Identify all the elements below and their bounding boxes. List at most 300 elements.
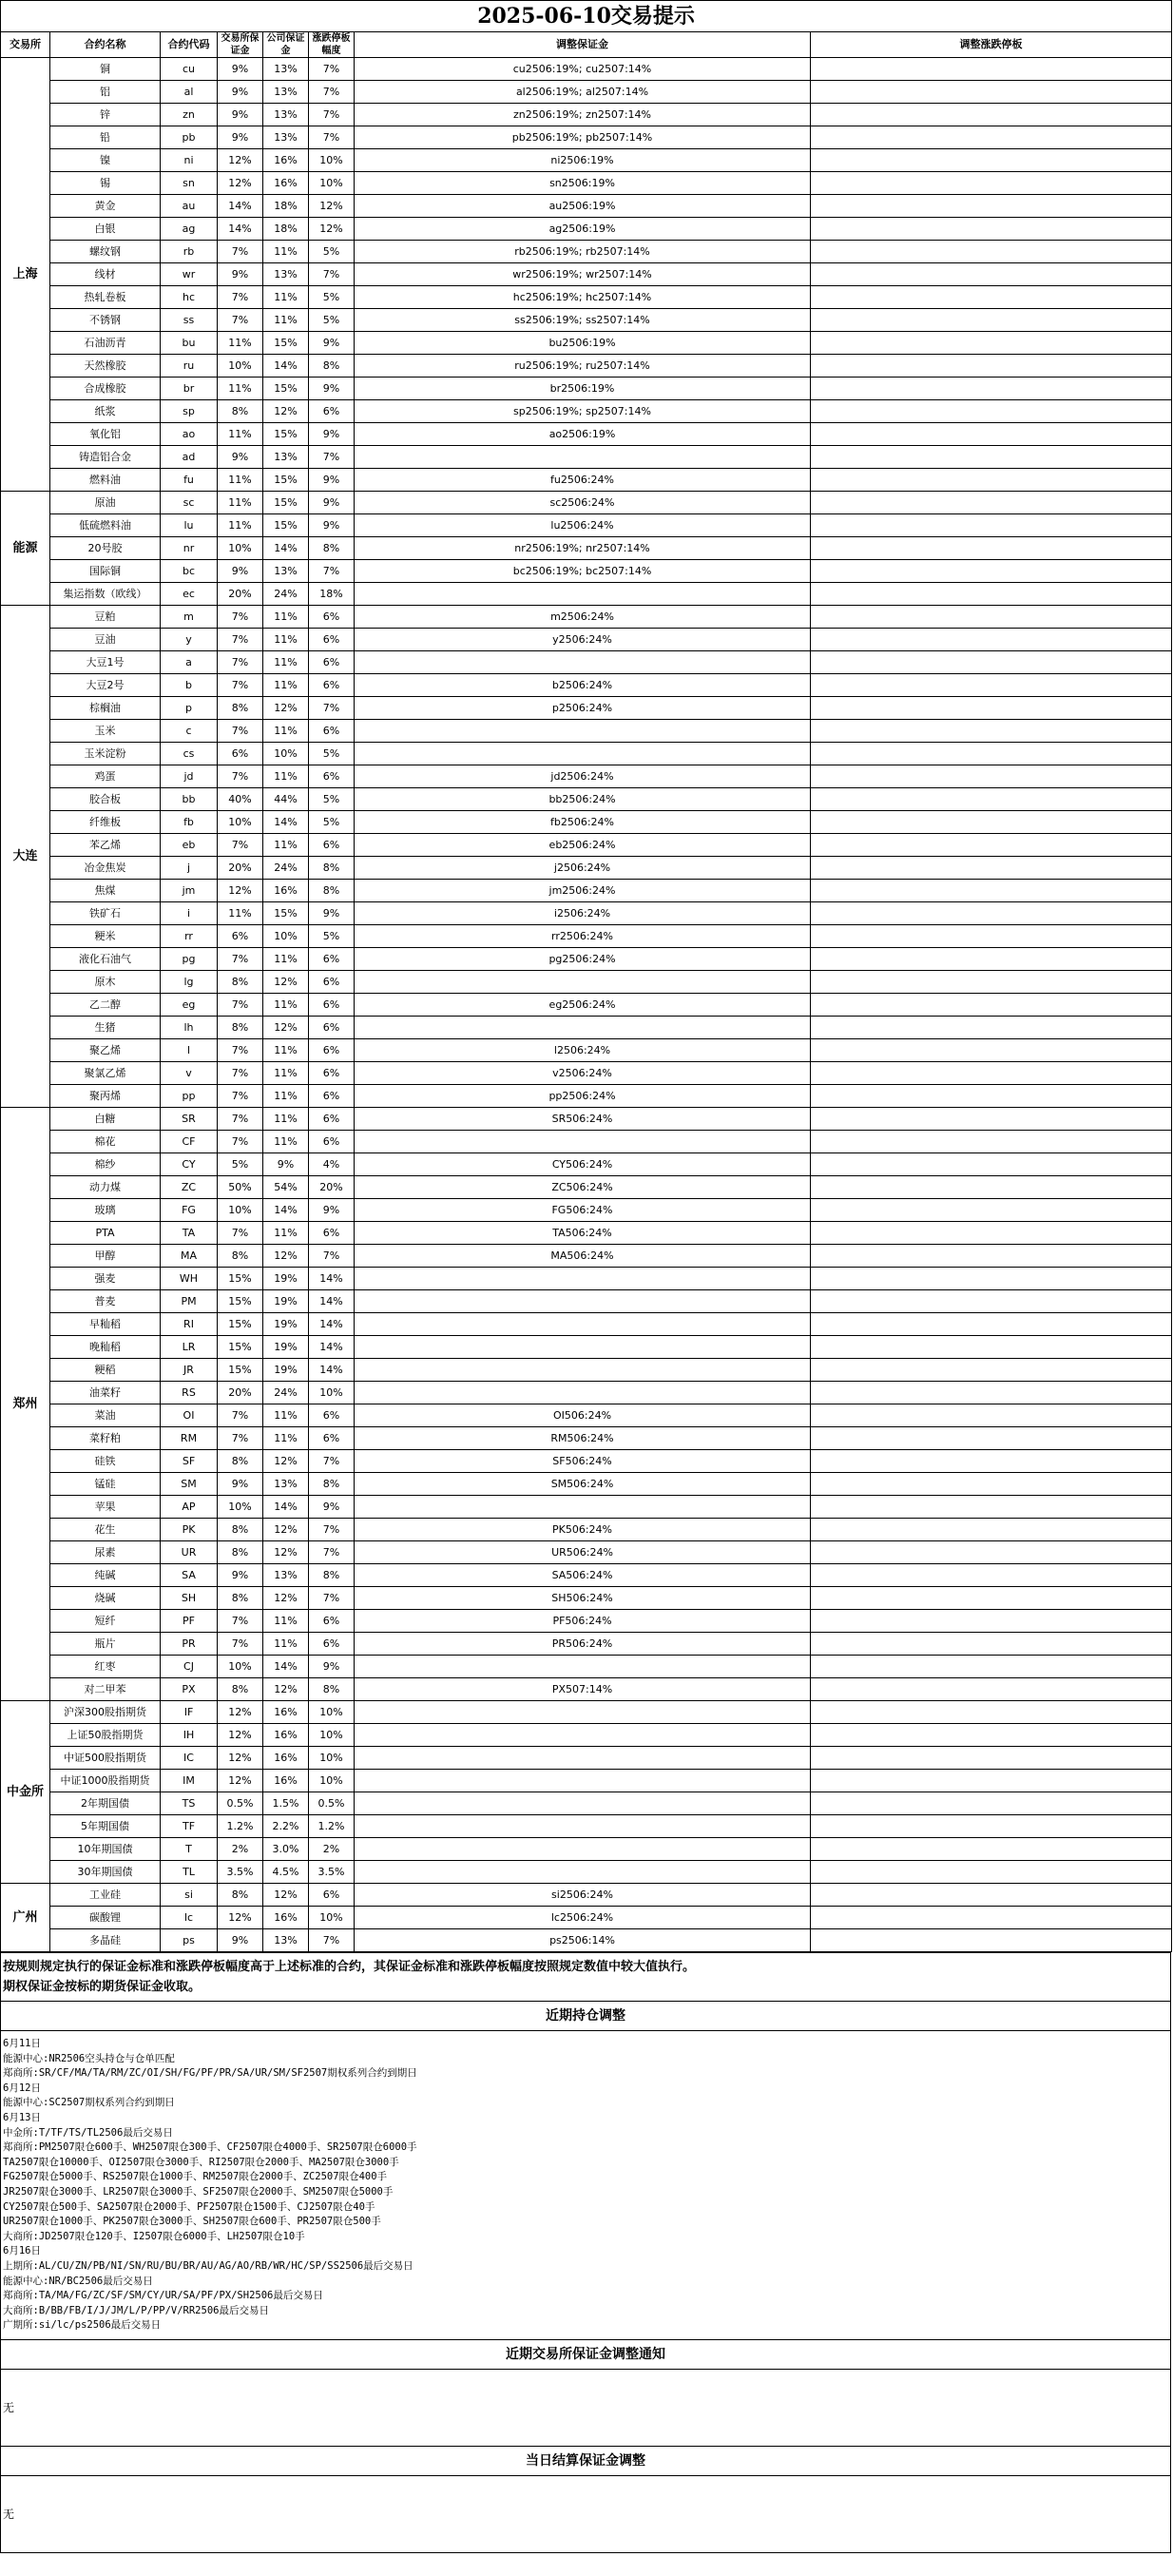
company-margin: 13%: [263, 81, 309, 104]
contract-code: SA: [161, 1564, 218, 1587]
table-row: [1, 1176, 1172, 1199]
adjusted-limit: [811, 1108, 1172, 1131]
adjusted-limit: [811, 195, 1172, 218]
adjusted-limit: [811, 1359, 1172, 1382]
contract-code: WH: [161, 1268, 218, 1290]
exchange-name: 能源: [1, 492, 50, 606]
contract-name: 液化石油气: [50, 948, 161, 971]
limit-range: 9%: [309, 514, 355, 537]
company-margin: 10%: [263, 743, 309, 765]
limit-range: 6%: [309, 1017, 355, 1039]
exchange-margin: 11%: [218, 469, 263, 492]
contract-name: 棉纱: [50, 1153, 161, 1176]
exchange-margin: 10%: [218, 1199, 263, 1222]
adjusted-limit: [811, 765, 1172, 788]
table-row: [1, 514, 1172, 537]
table-row: [1, 400, 1172, 423]
limit-range: 6%: [309, 1085, 355, 1108]
contract-name: 聚乙烯: [50, 1039, 161, 1062]
adjusted-margin: rb2506:19%; rb2507:14%: [355, 241, 811, 263]
adjusted-margin: y2506:24%: [355, 629, 811, 651]
adjusted-limit: [811, 948, 1172, 971]
adjusted-limit: [811, 355, 1172, 378]
exchange-margin: 11%: [218, 492, 263, 514]
limit-range: 12%: [309, 195, 355, 218]
adjusted-margin: [355, 1017, 811, 1039]
adjusted-margin: PK506:24%: [355, 1519, 811, 1541]
exchange-margin: 8%: [218, 400, 263, 423]
table-row: [1, 446, 1172, 469]
contract-name: 原油: [50, 492, 161, 514]
exchange-margin: 15%: [218, 1336, 263, 1359]
contract-name: 大豆2号: [50, 674, 161, 697]
exchange-margin: 10%: [218, 811, 263, 834]
exchange-margin: 9%: [218, 1929, 263, 1952]
table-row: [1, 629, 1172, 651]
exchange-margin: 9%: [218, 446, 263, 469]
table-row: [1, 1678, 1172, 1701]
limit-range: 6%: [309, 606, 355, 629]
company-margin: 15%: [263, 492, 309, 514]
exchange-margin: 12%: [218, 1747, 263, 1770]
exchange-margin: 14%: [218, 218, 263, 241]
position-line: 郑商所:PM2507限仓600手、WH2507限仓300手、CF2507限仓4000手、SR2507限仓6000手: [3, 2141, 417, 2154]
company-margin: 11%: [263, 629, 309, 651]
adjusted-limit: [811, 149, 1172, 172]
contract-code: l: [161, 1039, 218, 1062]
exchange-margin: 7%: [218, 1404, 263, 1427]
notice-line: 期权保证金按标的期货保证金收取。: [3, 1980, 202, 1994]
table-row: [1, 1519, 1172, 1541]
adjusted-limit: [811, 1427, 1172, 1450]
limit-range: 14%: [309, 1359, 355, 1382]
adjusted-margin: jm2506:24%: [355, 880, 811, 902]
adjusted-limit: [811, 1701, 1172, 1724]
adjusted-limit: [811, 81, 1172, 104]
company-margin: 19%: [263, 1290, 309, 1313]
limit-range: 6%: [309, 1884, 355, 1907]
contract-name: 国际铜: [50, 560, 161, 583]
limit-range: 7%: [309, 1245, 355, 1268]
limit-range: 14%: [309, 1336, 355, 1359]
limit-range: 7%: [309, 1519, 355, 1541]
exchange-margin: 7%: [218, 629, 263, 651]
contract-code: jm: [161, 880, 218, 902]
exchange-margin: 7%: [218, 1131, 263, 1153]
position-line: 能源中心:NR/BC2506最后交易日: [3, 2275, 153, 2287]
table-row: [1, 1427, 1172, 1450]
limit-range: 7%: [309, 1929, 355, 1952]
exchange-margin: 7%: [218, 674, 263, 697]
contract-code: ad: [161, 446, 218, 469]
company-margin: 19%: [263, 1359, 309, 1382]
contract-name: 锰硅: [50, 1473, 161, 1496]
adjusted-margin: SA506:24%: [355, 1564, 811, 1587]
limit-range: 7%: [309, 697, 355, 720]
table-row: [1, 1085, 1172, 1108]
contract-name: 聚氯乙烯: [50, 1062, 161, 1085]
exchange-margin: 8%: [218, 1541, 263, 1564]
table-row: [1, 925, 1172, 948]
exchange-margin: 10%: [218, 537, 263, 560]
table-row: [1, 1017, 1172, 1039]
adjusted-limit: [811, 1519, 1172, 1541]
contract-name: 纯碱: [50, 1564, 161, 1587]
adjusted-margin: [355, 743, 811, 765]
table-row: [1, 1039, 1172, 1062]
adjusted-margin: bc2506:19%; bc2507:14%: [355, 560, 811, 583]
contract-name: 棕榈油: [50, 697, 161, 720]
table-row: [1, 811, 1172, 834]
limit-range: 7%: [309, 104, 355, 126]
contract-name: 甲醇: [50, 1245, 161, 1268]
limit-range: 8%: [309, 857, 355, 880]
company-margin: 24%: [263, 583, 309, 606]
contract-name: 动力煤: [50, 1176, 161, 1199]
company-margin: 11%: [263, 1039, 309, 1062]
adjusted-limit: [811, 1815, 1172, 1838]
exchange-margin: 9%: [218, 126, 263, 149]
position-line: TA2507限仓10000手、OI2507限仓3000手、RI2507限仓2000手、MA2507限仓3000手: [3, 2156, 399, 2168]
settlement-adjust-content: 无: [1, 2475, 1171, 2552]
contract-code: ZC: [161, 1176, 218, 1199]
company-margin: 11%: [263, 1633, 309, 1656]
company-margin: 24%: [263, 857, 309, 880]
exchange-margin: 9%: [218, 560, 263, 583]
adjusted-margin: b2506:24%: [355, 674, 811, 697]
limit-range: 14%: [309, 1313, 355, 1336]
header-adjusted-margin: 调整保证金: [355, 32, 811, 58]
limit-range: 6%: [309, 765, 355, 788]
contract-code: ps: [161, 1929, 218, 1952]
adjusted-limit: [811, 1838, 1172, 1861]
contract-name: 30年期国债: [50, 1861, 161, 1884]
company-margin: 18%: [263, 218, 309, 241]
contract-code: UR: [161, 1541, 218, 1564]
page-title: 2025-06-10交易提示: [1, 1, 1172, 32]
exchange-margin: 8%: [218, 1450, 263, 1473]
contract-code: sp: [161, 400, 218, 423]
table-row: [1, 1792, 1172, 1815]
adjusted-limit: [811, 857, 1172, 880]
adjusted-limit: [811, 1587, 1172, 1610]
table-row: [1, 1610, 1172, 1633]
exchange-margin: 9%: [218, 81, 263, 104]
adjusted-margin: TA506:24%: [355, 1222, 811, 1245]
table-row: [1, 537, 1172, 560]
table-row: [1, 720, 1172, 743]
table-header-row: [1, 32, 1172, 58]
adjusted-limit: [811, 1747, 1172, 1770]
adjusted-margin: [355, 1268, 811, 1290]
adjusted-margin: ru2506:19%; ru2507:14%: [355, 355, 811, 378]
limit-range: 5%: [309, 925, 355, 948]
contract-code: CJ: [161, 1656, 218, 1678]
limit-range: 1.2%: [309, 1815, 355, 1838]
company-margin: 11%: [263, 948, 309, 971]
contract-name: 苹果: [50, 1496, 161, 1519]
table-row: [1, 1747, 1172, 1770]
contract-name: 中证1000股指期货: [50, 1770, 161, 1792]
contract-name: 原木: [50, 971, 161, 994]
contract-code: lh: [161, 1017, 218, 1039]
company-margin: 16%: [263, 1701, 309, 1724]
contract-code: pg: [161, 948, 218, 971]
exchange-margin: 15%: [218, 1359, 263, 1382]
adjusted-margin: au2506:19%: [355, 195, 811, 218]
adjusted-limit: [811, 583, 1172, 606]
exchange-margin: 9%: [218, 1564, 263, 1587]
adjusted-margin: UR506:24%: [355, 1541, 811, 1564]
contract-name: 碳酸锂: [50, 1907, 161, 1929]
table-row: [1, 697, 1172, 720]
adjusted-limit: [811, 1884, 1172, 1907]
exchange-margin: 9%: [218, 1473, 263, 1496]
adjusted-limit: [811, 400, 1172, 423]
adjusted-margin: [355, 1792, 811, 1815]
adjusted-margin: v2506:24%: [355, 1062, 811, 1085]
contract-code: CF: [161, 1131, 218, 1153]
table-row: [1, 1541, 1172, 1564]
adjusted-limit: [811, 1062, 1172, 1085]
table-row: [1, 583, 1172, 606]
contract-code: sc: [161, 492, 218, 514]
contract-code: al: [161, 81, 218, 104]
contract-name: 豆油: [50, 629, 161, 651]
contract-name: 菜籽粕: [50, 1427, 161, 1450]
contract-code: au: [161, 195, 218, 218]
limit-range: 8%: [309, 1473, 355, 1496]
table-row: [1, 994, 1172, 1017]
contract-name: 棉花: [50, 1131, 161, 1153]
table-row: [1, 743, 1172, 765]
company-margin: 1.5%: [263, 1792, 309, 1815]
adjusted-margin: ps2506:14%: [355, 1929, 811, 1952]
company-margin: 9%: [263, 1153, 309, 1176]
exchange-margin: 7%: [218, 1427, 263, 1450]
company-margin: 13%: [263, 104, 309, 126]
contract-code: AP: [161, 1496, 218, 1519]
table-row: [1, 195, 1172, 218]
position-line: JR2507限仓3000手、LR2507限仓3000手、SF2507限仓2000手、SM2507限仓5000手: [3, 2185, 394, 2198]
adjusted-margin: [355, 971, 811, 994]
contract-code: SF: [161, 1450, 218, 1473]
limit-range: 0.5%: [309, 1792, 355, 1815]
company-margin: 19%: [263, 1268, 309, 1290]
company-margin: 11%: [263, 1404, 309, 1427]
exchange-margin: 9%: [218, 263, 263, 286]
position-line: 郑商所:TA/MA/FG/ZC/SF/SM/CY/UR/SA/PF/PX/SH2506最后交易日: [3, 2290, 323, 2302]
contract-code: IM: [161, 1770, 218, 1792]
contract-code: TS: [161, 1792, 218, 1815]
header-contract-name: 合约名称: [50, 32, 161, 58]
contract-name: 焦煤: [50, 880, 161, 902]
adjusted-margin: pg2506:24%: [355, 948, 811, 971]
limit-range: 8%: [309, 1564, 355, 1587]
table-row: [1, 126, 1172, 149]
exchange-margin: 20%: [218, 1382, 263, 1404]
adjusted-margin: i2506:24%: [355, 902, 811, 925]
company-margin: 11%: [263, 994, 309, 1017]
limit-range: 10%: [309, 149, 355, 172]
contract-name: 短纤: [50, 1610, 161, 1633]
company-margin: 11%: [263, 1108, 309, 1131]
contract-name: 合成橡胶: [50, 378, 161, 400]
table-row: [1, 1245, 1172, 1268]
company-margin: 12%: [263, 1541, 309, 1564]
adjusted-margin: [355, 1382, 811, 1404]
limit-range: 5%: [309, 743, 355, 765]
adjusted-limit: [811, 1610, 1172, 1633]
header-company-margin: 公司保证金: [263, 32, 309, 58]
company-margin: 11%: [263, 1222, 309, 1245]
limit-range: 6%: [309, 1131, 355, 1153]
contract-name: 纸浆: [50, 400, 161, 423]
contract-name: 燃料油: [50, 469, 161, 492]
company-margin: 12%: [263, 1678, 309, 1701]
header-adjusted-limit: 调整涨跌停板: [811, 32, 1172, 58]
contract-code: ec: [161, 583, 218, 606]
company-margin: 12%: [263, 1017, 309, 1039]
adjusted-limit: [811, 560, 1172, 583]
exchange-margin: 7%: [218, 948, 263, 971]
exchange-margin: 8%: [218, 1245, 263, 1268]
adjusted-margin: [355, 720, 811, 743]
limit-range: 6%: [309, 1404, 355, 1427]
contract-code: CY: [161, 1153, 218, 1176]
exchange-margin: 7%: [218, 651, 263, 674]
limit-range: 9%: [309, 1199, 355, 1222]
position-line: 6月11日: [3, 2038, 41, 2049]
adjusted-margin: rr2506:24%: [355, 925, 811, 948]
limit-range: 6%: [309, 400, 355, 423]
table-row: [1, 423, 1172, 446]
adjusted-margin: fu2506:24%: [355, 469, 811, 492]
adjusted-limit: [811, 1085, 1172, 1108]
adjusted-margin: [355, 583, 811, 606]
company-margin: 12%: [263, 1519, 309, 1541]
limit-range: 7%: [309, 560, 355, 583]
contract-name: 玻璃: [50, 1199, 161, 1222]
adjusted-limit: [811, 1564, 1172, 1587]
adjusted-limit: [811, 514, 1172, 537]
contract-code: bc: [161, 560, 218, 583]
limit-range: 14%: [309, 1290, 355, 1313]
position-adjust-content: [1, 2031, 1171, 2340]
adjusted-limit: [811, 1017, 1172, 1039]
table-row: [1, 1290, 1172, 1313]
adjusted-margin: ag2506:19%: [355, 218, 811, 241]
table-row: [1, 1450, 1172, 1473]
adjusted-margin: bb2506:24%: [355, 788, 811, 811]
contract-code: PR: [161, 1633, 218, 1656]
limit-range: 6%: [309, 1108, 355, 1131]
contract-name: 红枣: [50, 1656, 161, 1678]
exchange-margin: 7%: [218, 241, 263, 263]
table-row: [1, 651, 1172, 674]
adjusted-limit: [811, 1633, 1172, 1656]
company-margin: 12%: [263, 971, 309, 994]
limit-range: 9%: [309, 423, 355, 446]
limit-range: 6%: [309, 971, 355, 994]
limit-range: 9%: [309, 902, 355, 925]
exchange-margin: 0.5%: [218, 1792, 263, 1815]
company-margin: 13%: [263, 1929, 309, 1952]
limit-range: 20%: [309, 1176, 355, 1199]
adjusted-margin: sc2506:24%: [355, 492, 811, 514]
adjusted-margin: m2506:24%: [355, 606, 811, 629]
adjusted-margin: CY506:24%: [355, 1153, 811, 1176]
table-row: [1, 1564, 1172, 1587]
contract-name: 生猪: [50, 1017, 161, 1039]
contract-code: cu: [161, 58, 218, 81]
adjusted-margin: SH506:24%: [355, 1587, 811, 1610]
adjusted-limit: [811, 606, 1172, 629]
adjusted-margin: OI506:24%: [355, 1404, 811, 1427]
adjusted-margin: PR506:24%: [355, 1633, 811, 1656]
adjusted-limit: [811, 1313, 1172, 1336]
contract-code: ss: [161, 309, 218, 332]
contract-code: lg: [161, 971, 218, 994]
company-margin: 13%: [263, 560, 309, 583]
contract-code: PM: [161, 1290, 218, 1313]
exchange-margin: 8%: [218, 971, 263, 994]
contract-code: T: [161, 1838, 218, 1861]
exchange-margin: 11%: [218, 514, 263, 537]
adjusted-limit: [811, 743, 1172, 765]
contract-name: 聚丙烯: [50, 1085, 161, 1108]
contract-name: 工业硅: [50, 1884, 161, 1907]
adjusted-limit: [811, 286, 1172, 309]
contract-name: 粳米: [50, 925, 161, 948]
table-row: [1, 902, 1172, 925]
adjusted-limit: [811, 58, 1172, 81]
contract-code: j: [161, 857, 218, 880]
adjusted-limit: [811, 1199, 1172, 1222]
exchange-margin: 8%: [218, 1884, 263, 1907]
exchange-margin: 9%: [218, 58, 263, 81]
exchange-margin: 12%: [218, 880, 263, 902]
contract-code: RM: [161, 1427, 218, 1450]
contract-code: OI: [161, 1404, 218, 1427]
limit-range: 7%: [309, 446, 355, 469]
limit-range: 9%: [309, 469, 355, 492]
adjusted-limit: [811, 263, 1172, 286]
contract-code: jd: [161, 765, 218, 788]
position-line: FG2507限仓5000手、RS2507限仓1000手、RM2507限仓2000手、ZC2507限仓400手: [3, 2171, 388, 2183]
company-margin: 16%: [263, 1770, 309, 1792]
limit-range: 3.5%: [309, 1861, 355, 1884]
adjusted-limit: [811, 172, 1172, 195]
contract-name: 线材: [50, 263, 161, 286]
limit-range: 8%: [309, 537, 355, 560]
position-line: 郑商所:SR/CF/MA/TA/RM/ZC/OI/SH/FG/PF/PR/SA/UR/SM/SF2507期权系列合约到期日: [3, 2067, 417, 2080]
position-line: 6月16日: [3, 2245, 41, 2257]
company-margin: 13%: [263, 1564, 309, 1587]
adjusted-limit: [811, 1929, 1172, 1952]
position-line: 能源中心:NR2506空头持仓与仓单匹配: [3, 2052, 175, 2064]
company-margin: 11%: [263, 720, 309, 743]
company-margin: 19%: [263, 1313, 309, 1336]
company-margin: 16%: [263, 1747, 309, 1770]
company-margin: 11%: [263, 241, 309, 263]
exchange-margin: 8%: [218, 1678, 263, 1701]
company-margin: 15%: [263, 332, 309, 355]
exchange-margin: 12%: [218, 1907, 263, 1929]
exchange-margin: 12%: [218, 149, 263, 172]
limit-range: 7%: [309, 263, 355, 286]
exchange-name: 广州: [1, 1884, 50, 1952]
